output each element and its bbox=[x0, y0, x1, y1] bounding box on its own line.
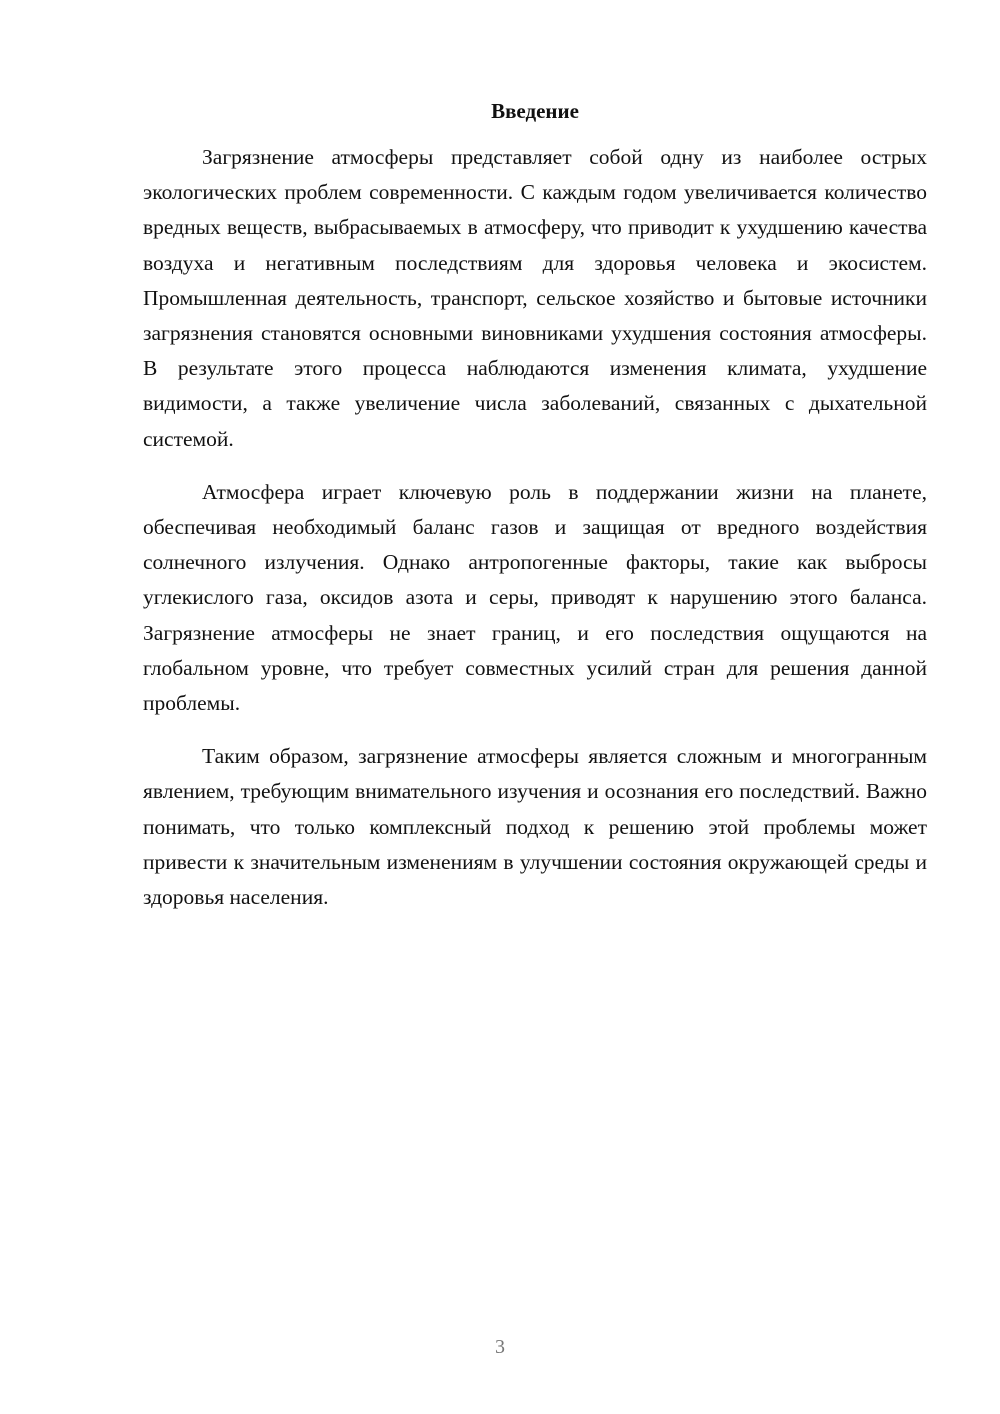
paragraph-2: Атмосфера играет ключевую роль в поддержании жизни на планете, обеспечивая необходимый баланс газов и защищая от вредного воздействия солнечного излучения. Однако антропогенные факторы, такие как выбросы углекислого газа, оксидов азота и серы, приводят к нарушению этого баланса. Загрязнение атмосферы не знает границ, и его последствия ощущаются на глобальном уровне, что требует совместных усилий стран для решения данной проблемы. bbox=[143, 479, 927, 716]
section-heading: Введение bbox=[491, 99, 579, 123]
paragraph-3: Таким образом, загрязнение атмосферы является сложным и многогранным явлением, требующим внимательного изучения и осознания его последствий. Важно понимать, что только комплексный подход к решению этой проблемы может привести к значительным изменениям в улучшении состояния окружающей среды и здоровья населения. bbox=[143, 744, 927, 910]
document-body bbox=[143, 96, 927, 933]
page-number: 3 bbox=[495, 1336, 505, 1358]
paragraph-1: Загрязнение атмосферы представляет собой одну из наиболее острых экологических проблем современности. С каждым годом увеличивается количество вредных веществ, выбрасываемых в атмосферу, что приводит к ухудшению качества воздуха и негативным последствиям для здоровья человека и экосистем. Промышленная деятельность, транспорт, сельское хозяйство и бытовые источники загрязнения становятся основными виновниками ухудшения состояния атмосферы. В результате этого процесса наблюдаются изменения климата, ухудшение видимости, а также увеличение числа заболеваний, связанных с дыхательной системой. bbox=[143, 145, 927, 451]
